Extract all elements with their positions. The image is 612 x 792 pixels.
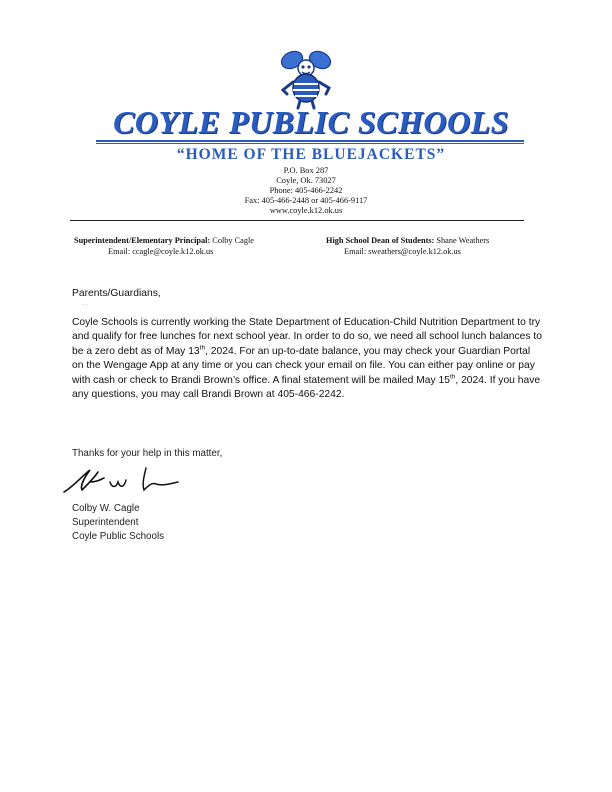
address-website: www.coyle.k12.ok.us [269, 206, 343, 216]
thanks-line: Thanks for your help in this matter, [72, 448, 223, 459]
school-motto: “HOME OF THE BLUEJACKETS” [176, 146, 446, 163]
address-fax: Fax: 405-466-2448 or 405-466-9117 [244, 196, 368, 206]
letter-text: Coyle Schools is currently working the State Department of Education-Child Nutrition Department to try and qualify for free lunches for next school year. In order to do so, we need all school lunch balances to be a zero debt as of May 13 [72, 317, 542, 357]
staff-dean [326, 236, 536, 257]
signer-organization: Coyle Public Schools [72, 531, 165, 542]
signature [60, 462, 200, 500]
ordinal-suffix: th [199, 344, 206, 352]
staff-name: Colby Cagle [212, 236, 254, 245]
header-divider [70, 220, 524, 221]
letter-body [72, 316, 542, 402]
greeting: Parents/Guardians, [72, 288, 161, 299]
closing-block [72, 502, 164, 544]
letter-text: , 2024. For an up-to-date balance, you may check your Guardian Portal on the Wengage App at any time or you can check your email on file. You can either pay online or pay with cash or check to Brandi Brown’s office. A final statement will be mailed May 15 [72, 345, 535, 386]
scan-speck: · · [82, 302, 88, 308]
signer-title: Superintendent [72, 517, 139, 528]
address-line: Coyle, Ok. 73027 [276, 176, 336, 186]
address-phone: Phone: 405-466-2242 [269, 186, 343, 196]
ordinal-suffix: th [449, 373, 456, 381]
staff-email: Email: ccagle@coyle.k12.ok.us [108, 246, 214, 256]
bluejacket-hornet-icon [278, 48, 334, 110]
address-block [200, 166, 412, 216]
address-line: P.O. Box 287 [283, 166, 329, 175]
school-name: COYLE PUBLIC SCHOOLS [113, 104, 509, 140]
letter-text: , 2024. If you have any questions, you may call Brandi Brown at 405-466-2242. [72, 374, 541, 401]
header-rule-blue [96, 140, 524, 142]
staff-name: Shane Weathers [436, 236, 490, 245]
staff-email: Email: sweathers@coyle.k12.ok.us [344, 246, 461, 256]
staff-title: Superintendent/Elementary Principal: [74, 236, 211, 245]
staff-title: High School Dean of Students: [326, 236, 435, 245]
staff-superintendent [74, 236, 314, 257]
header-rule-blue-thin [96, 143, 524, 144]
signer-name: Colby W. Cagle [72, 503, 140, 514]
